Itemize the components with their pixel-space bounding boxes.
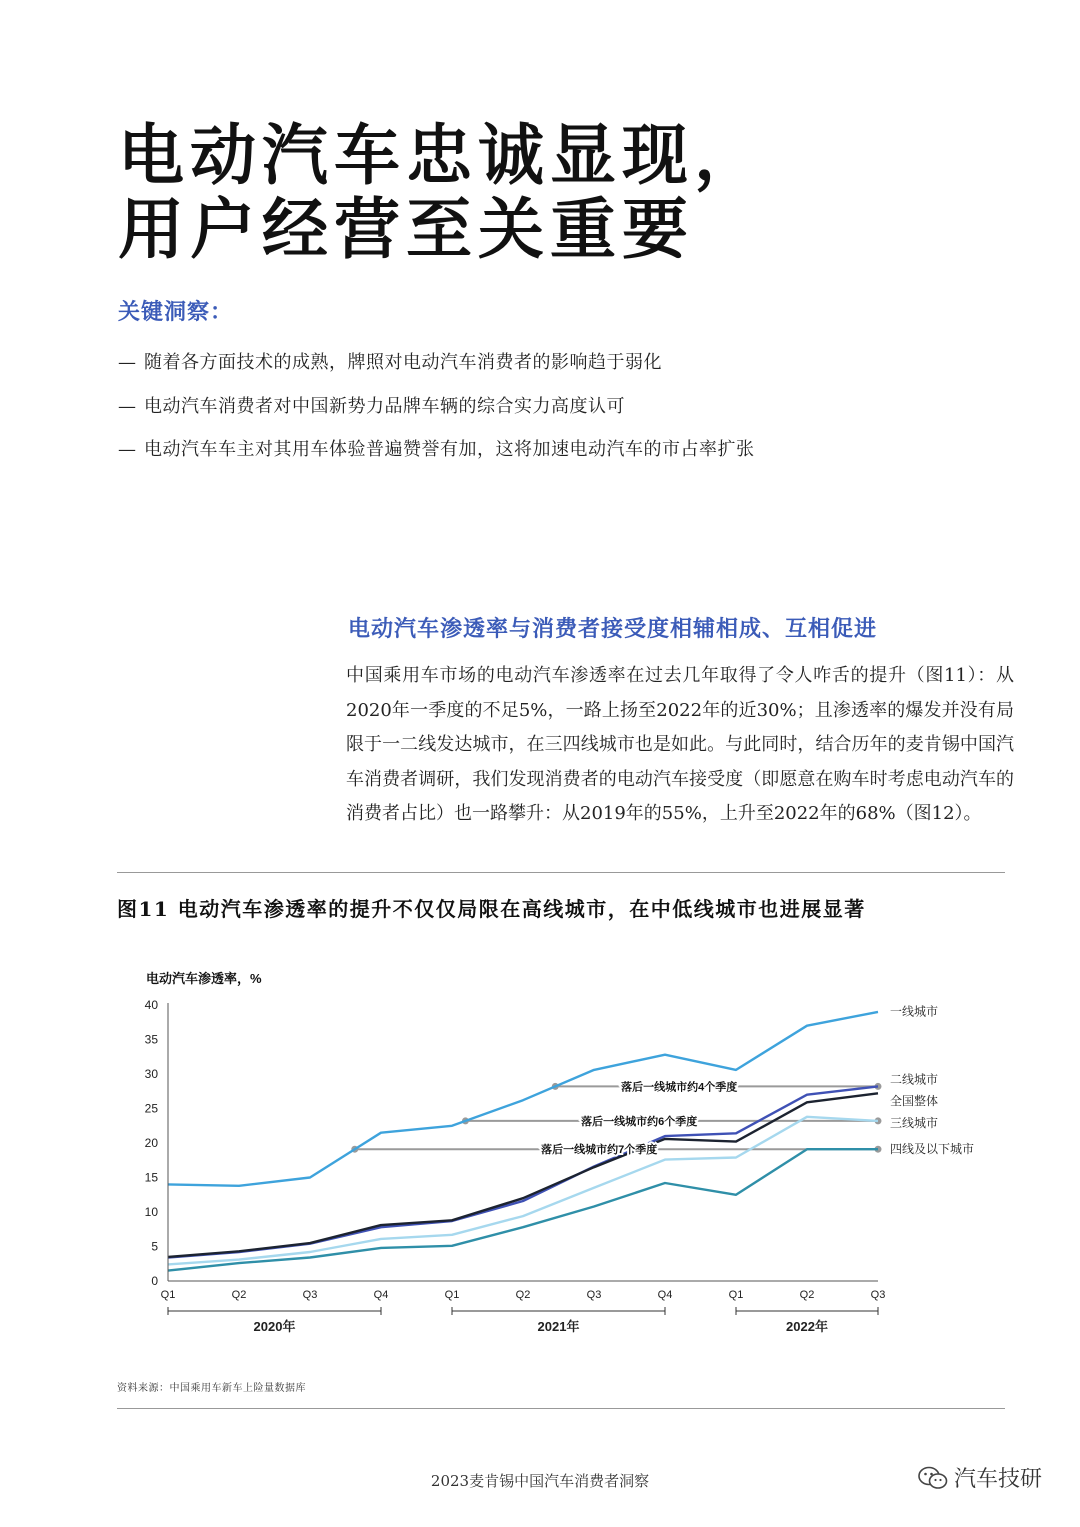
series-line	[168, 1012, 878, 1186]
penetration-line-chart	[0, 950, 1080, 1350]
y-tick-label: 15	[144, 1170, 158, 1185]
watermark	[918, 1462, 1042, 1493]
y-tick-label: 30	[144, 1067, 158, 1081]
y-tick-label: 20	[144, 1136, 158, 1150]
dash-icon: —	[118, 352, 137, 373]
reference-annotation: 落后一线城市约6个季度	[581, 1115, 698, 1128]
x-tick-label: Q2	[799, 1289, 815, 1301]
y-axis-title: 电动汽车渗透率，%	[146, 971, 262, 986]
insight-text: 电动汽车车主对其用车体验普遍赞誉有加，这将加速电动汽车的市占率扩张	[144, 439, 755, 460]
insight-text: 随着各方面技术的成熟，牌照对电动汽车消费者的影响趋于弱化	[144, 352, 662, 373]
x-tick-label: Q4	[657, 1289, 673, 1301]
year-group-label: 2022年	[786, 1319, 828, 1334]
y-tick-label: 25	[144, 1101, 158, 1116]
y-tick-label: 10	[144, 1205, 158, 1219]
watermark-text: 汽车技研	[953, 1466, 1042, 1491]
series-line	[168, 1149, 878, 1270]
page-footer: 2023麦肯锡中国汽车消费者洞察	[430, 1472, 650, 1490]
series-line	[168, 1117, 878, 1265]
divider	[117, 872, 1005, 873]
reference-annotation: 落后一线城市约7个季度	[541, 1144, 658, 1157]
insight-bullet	[118, 435, 755, 461]
page-title-line-1: 电动汽车忠诚显现，	[118, 116, 766, 194]
x-tick-label: Q3	[586, 1289, 602, 1301]
insight-text: 电动汽车消费者对中国新势力品牌车辆的综合实力高度认可	[144, 396, 625, 417]
wechat-icon	[918, 1465, 948, 1491]
y-tick-label: 40	[144, 998, 158, 1012]
y-tick-label: 5	[151, 1239, 158, 1254]
series-label: 四线及以下城市	[890, 1142, 975, 1156]
year-group-label: 2020年	[253, 1319, 296, 1334]
x-tick-label: Q1	[160, 1289, 176, 1301]
x-tick-label: Q4	[373, 1289, 389, 1301]
insights-heading: 关键洞察：	[118, 299, 234, 325]
year-group-label: 2021年	[537, 1319, 580, 1334]
x-tick-label: Q1	[728, 1289, 744, 1301]
series-line	[168, 1093, 878, 1257]
series-label: 三线城市	[890, 1116, 939, 1130]
dash-icon: —	[118, 396, 137, 417]
dash-icon: —	[118, 439, 137, 460]
y-tick-label: 35	[144, 1032, 158, 1047]
series-label: 二线城市	[890, 1072, 939, 1087]
page-title-line-2: 用户经营至关重要	[118, 190, 694, 268]
insight-bullet	[118, 348, 662, 374]
source-note: 资料来源：中国乘用车新车上险量数据库	[117, 1383, 306, 1394]
y-tick-label: 0	[151, 1274, 158, 1288]
x-tick-label: Q3	[302, 1289, 318, 1301]
x-tick-label: Q2	[231, 1289, 247, 1301]
reference-annotation: 落后一线城市约4个季度	[621, 1081, 738, 1094]
x-tick-label: Q1	[444, 1289, 460, 1301]
body-paragraph: 中国乘用车市场的电动汽车渗透率在过去几年取得了令人咋舌的提升（图11）：从2020年一季度的不足5%，一路上扬至2022年的近30%；且渗透率的爆发并没有局限于一二线发达城市，在三四线城市也是如此。与此同时，结合历年的麦肯锡中国汽车消费者调研，我们发现消费者的电动汽车接受度（即愿意在购车时考虑电动汽车的消费者占比）也一路攀升：从2019年的55%，上升至2022年的68%（图12）。	[346, 665, 1014, 824]
section-heading: 电动汽车渗透率与消费者接受度相辅相成、互相促进	[348, 616, 878, 642]
insight-bullet	[118, 392, 625, 418]
divider	[117, 1408, 1005, 1409]
figure-title: 图11 电动汽车渗透率的提升不仅仅局限在高线城市，在中低线城市也进展显著	[117, 897, 866, 921]
x-tick-label: Q3	[870, 1289, 886, 1301]
series-label: 一线城市	[890, 1004, 939, 1019]
series-label: 全国整体	[890, 1094, 939, 1108]
x-tick-label: Q2	[515, 1289, 531, 1301]
